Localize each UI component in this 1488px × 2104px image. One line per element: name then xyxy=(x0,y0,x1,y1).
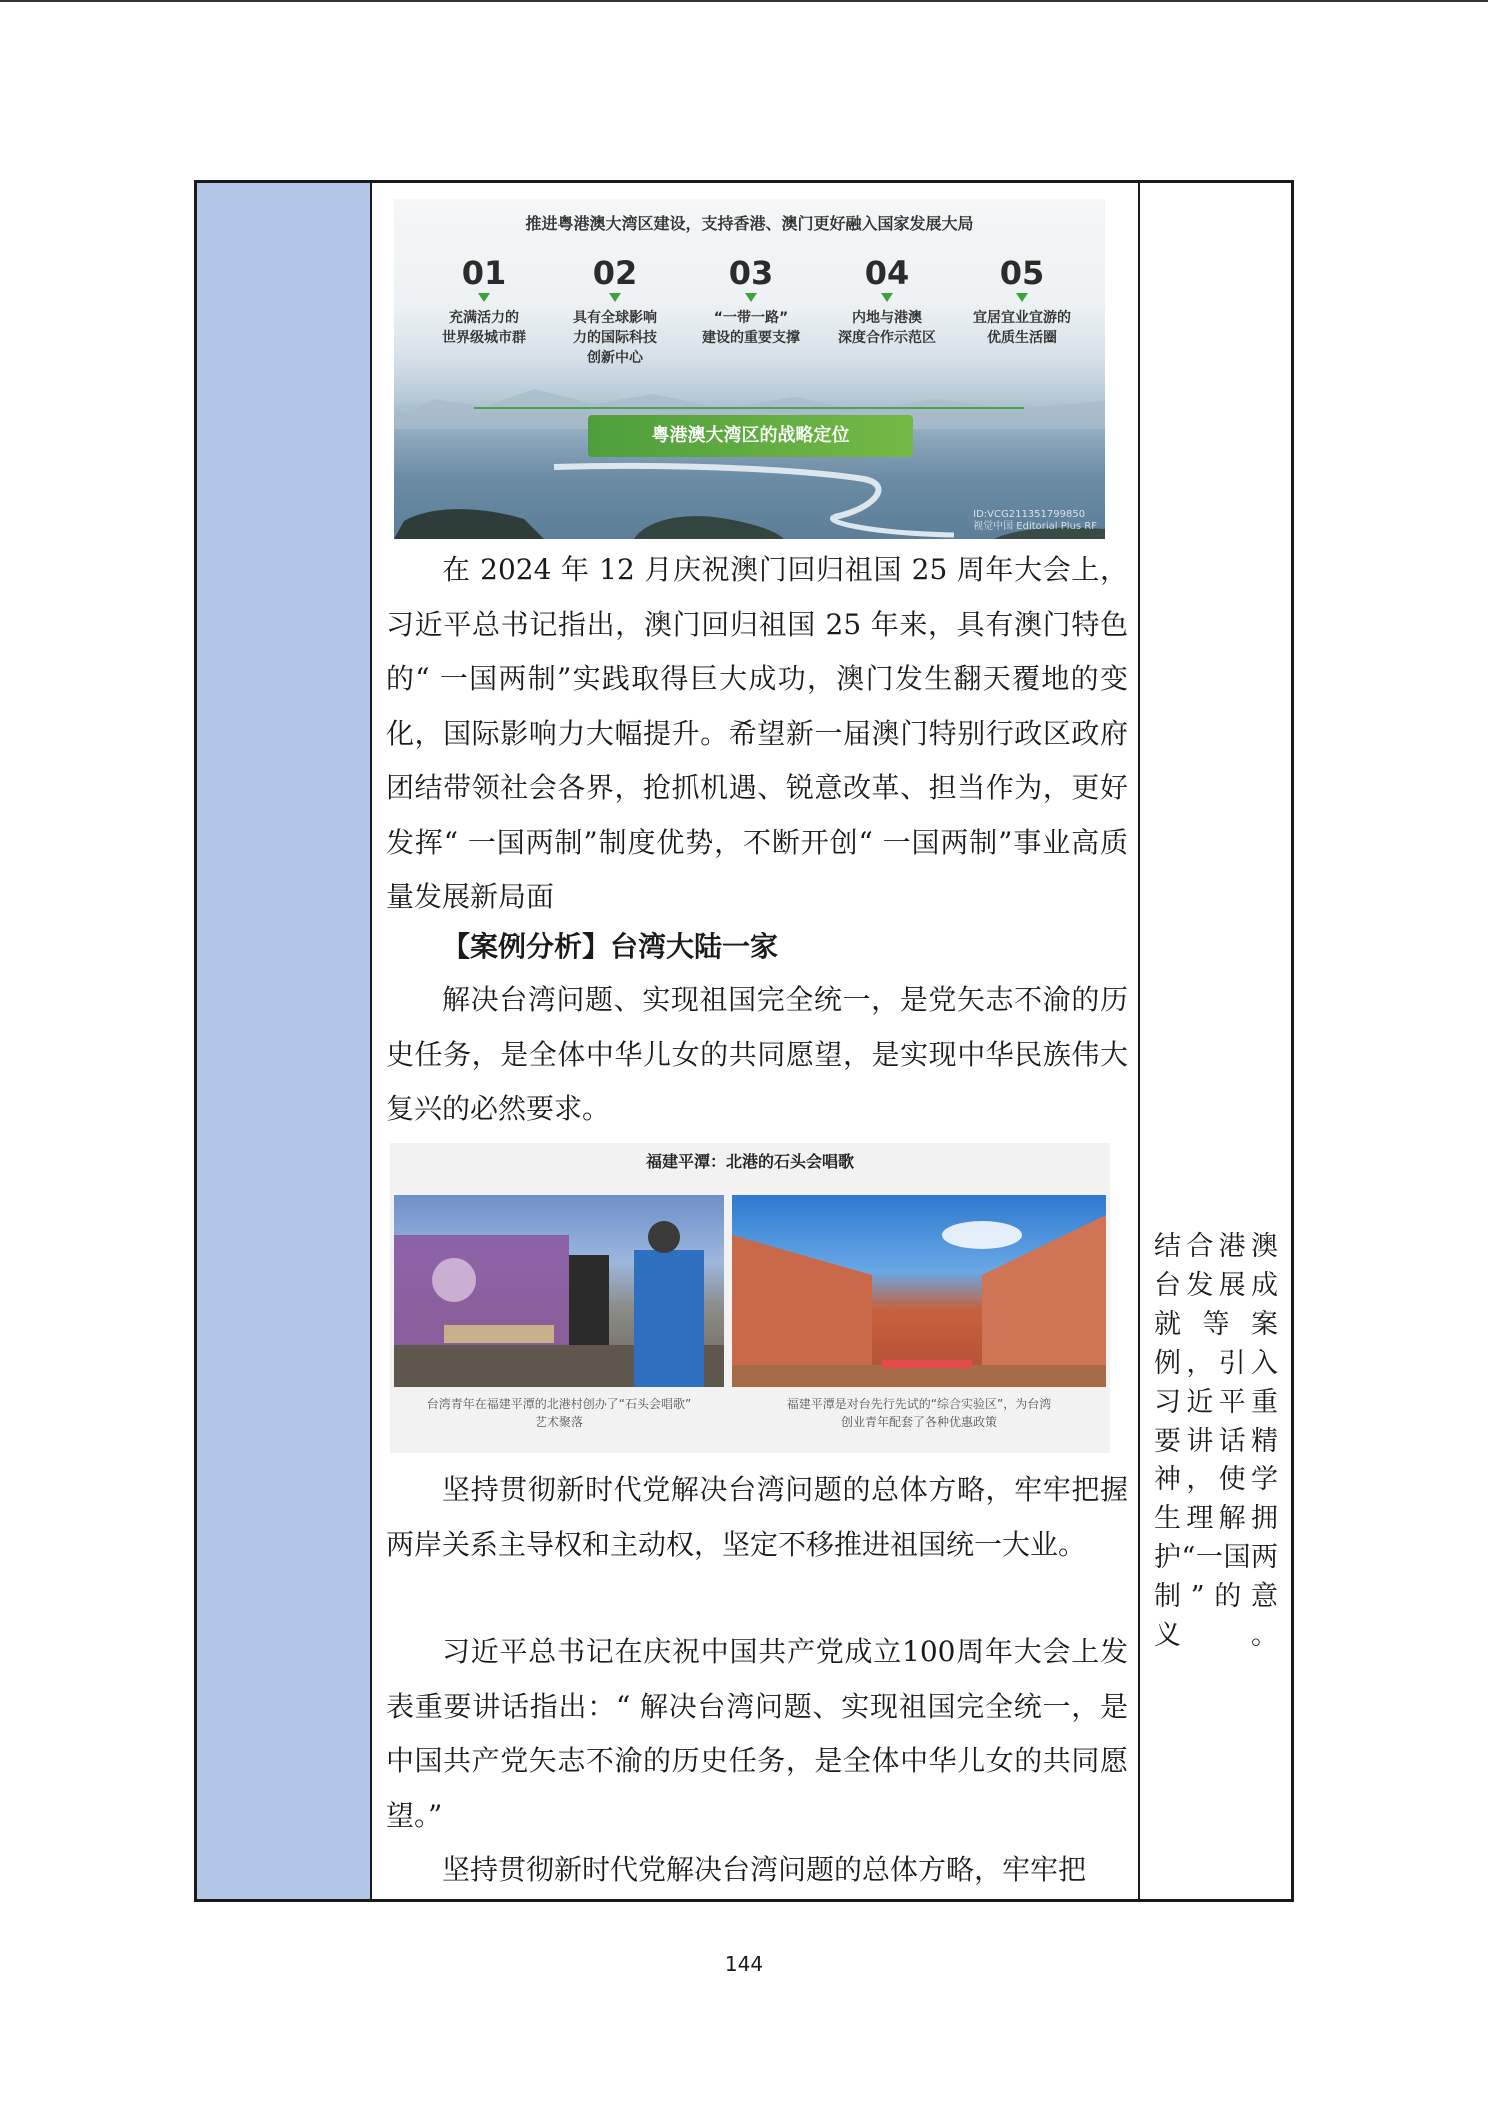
green-arrow-icon xyxy=(478,293,490,302)
paragraph-taiwan-strategy: 坚持贯彻新时代党解决台湾问题的总体方略，牢牢把握两岸关系主导权和主动权，坚定不移推进祖国统一大业。 xyxy=(386,1473,1128,1561)
strategic-position-4: 04 内地与港澳 深度合作示范区 xyxy=(838,254,936,346)
paragraph-macau: 在 2024 年 12 月庆祝澳门回归祖国 25 周年大会上，习近平总书记指出，澳门回归祖国 25 年来，具有澳门特色的“ 一国两制”实践取得巨大成功，澳门发生翻天覆地的变化，国际影响力大幅提升。希望新一届澳门特别行政区政府团结带领社会各界，抢抓机遇、锐意改革、担当作为，更好发挥“ 一国两制”制度优势，不断开创“ 一国两制”事业高质量发展新局面 xyxy=(386,553,1128,913)
table-notes-column xyxy=(1138,183,1291,1899)
case-analysis-title: 【案例分析】台湾大陆一家 xyxy=(442,930,779,963)
green-arrow-icon xyxy=(881,293,893,302)
paragraph-taiwan-strategy-repeat: 坚持贯彻新时代党解决台湾问题的总体方略，牢牢把 xyxy=(442,1853,1087,1886)
top-border-line xyxy=(0,0,1488,2)
stone-village-caption: 台湾青年在福建平潭的北港村创办了“石头会唱歌” 艺术聚落 xyxy=(426,1397,692,1429)
gba-strategic-banner: 粤港澳大湾区的战略定位 xyxy=(588,415,913,457)
photo-watermark: ID:VCG211351799850 视觉中国 Editorial Plus RF xyxy=(973,509,1097,532)
pingtan-caption: 福建平潭是对台先行先试的“综合实验区”，为台湾 创业青年配套了各种优惠政策 xyxy=(786,1397,1052,1429)
pingtan-building-photo xyxy=(732,1195,1106,1387)
green-arrow-icon xyxy=(609,293,621,302)
strategic-position-2: 02 具有全球影响 力的国际科技 创新中心 xyxy=(573,254,657,366)
strategic-position-3: 03 “一带一路” 建设的重要支撑 xyxy=(702,254,800,346)
stone-village-photo xyxy=(394,1195,724,1387)
gba-image-title: 推进粤港澳大湾区建设，支持香港、澳门更好融入国家发展大局 xyxy=(525,214,974,233)
lesson-table xyxy=(194,180,1294,1902)
teaching-note: 结合港澳台发展成就等案例，引入习近平重要讲话精神，使学生理解拥护“一国两制”的意义。 xyxy=(1154,1231,1278,1652)
strategic-position-1: 01 充满活力的 世界级城市群 xyxy=(442,254,526,346)
green-divider-line xyxy=(474,407,1024,409)
green-arrow-icon xyxy=(1016,293,1028,302)
fujian-pingtan-image xyxy=(390,1143,1110,1453)
green-arrow-icon xyxy=(745,293,757,302)
page-number: 144 xyxy=(724,1952,764,1976)
table-left-column xyxy=(197,183,372,1899)
greater-bay-area-image xyxy=(394,199,1105,539)
table-content-column xyxy=(372,183,1141,1899)
fujian-image-title: 福建平潭：北港的石头会唱歌 xyxy=(645,1152,854,1171)
strategic-position-5: 05 宜居宜业宜游的 优质生活圈 xyxy=(973,254,1071,346)
paragraph-xi-speech: 习近平总书记在庆祝中国共产党成立100周年大会上发表重要讲话指出：“ 解决台湾问题、实现祖国完全统一，是中国共产党矢志不渝的历史任务，是全体中华儿女的共同愿望。” xyxy=(386,1635,1128,1832)
paragraph-taiwan-intro: 解决台湾问题、实现祖国完全统一，是党矢志不渝的历史任务，是全体中华儿女的共同愿望，是实现中华民族伟大复兴的必然要求。 xyxy=(386,983,1128,1125)
